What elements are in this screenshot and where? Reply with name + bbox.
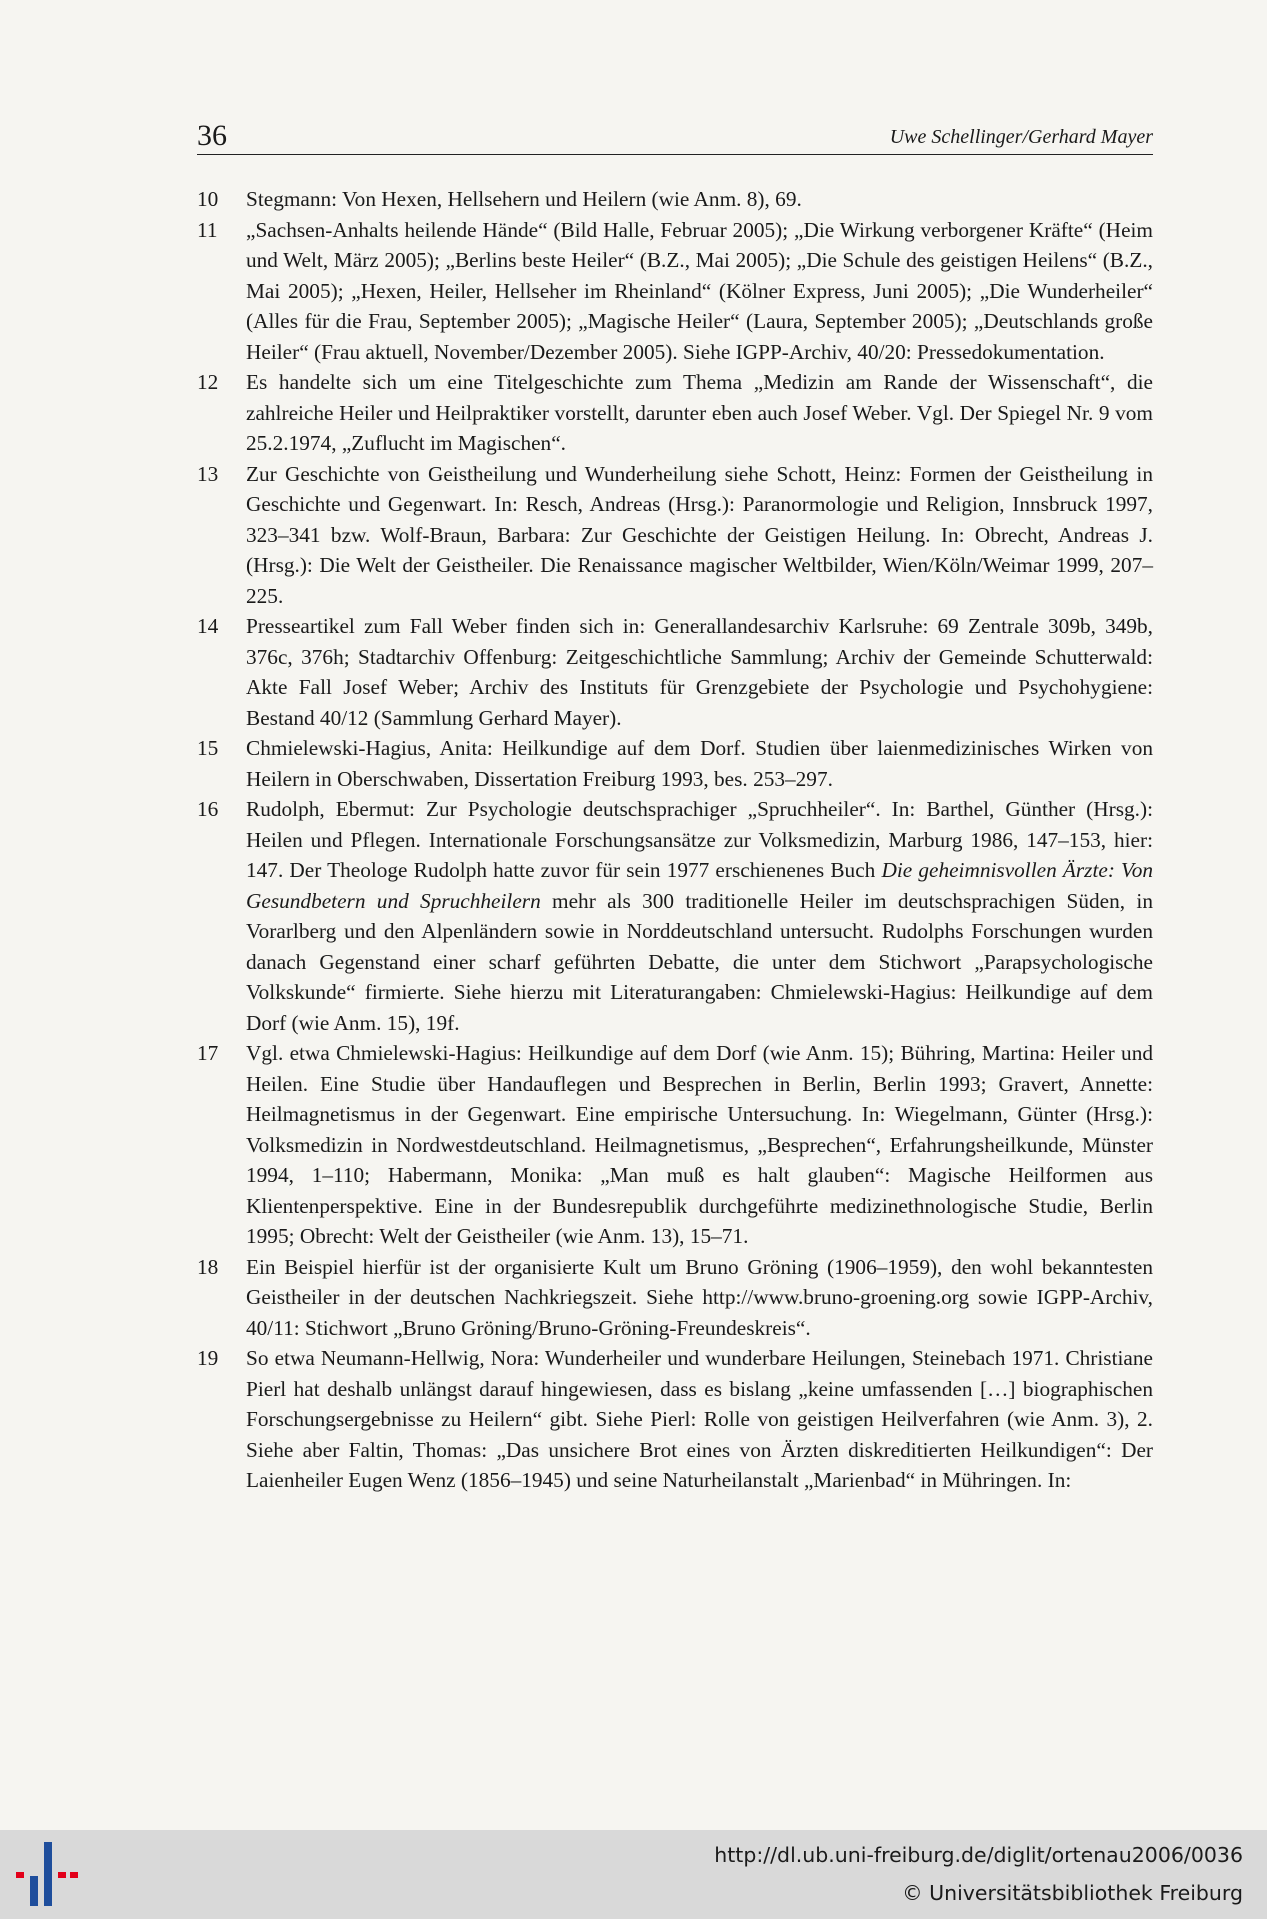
library-footer [0,1830,1267,1919]
footnote [197,794,1153,1038]
footnote-number: 13 [197,461,219,486]
footnote [197,733,1153,794]
footnote-text: Ein Beispiel hierfür ist der organisierte Kult um Bruno Gröning (1906–1959), den wohl bekanntesten Geistheiler in der deutschen Nachkriegszeit. Siehe http://www.bruno-groening.org sowie IGPP-Archiv, 40/11: Stichwort „Bruno Gröning/Bruno-Gröning-Freundeskreis“. [246,1254,1153,1340]
footnote-number: 15 [197,736,219,760]
ub-freiburg-logo-icon [14,1842,80,1908]
copyright-notice: © Universitätsbibliothek Freiburg [902,1881,1243,1905]
footnote-number: 10 [197,187,219,211]
footnote-text: Vgl. etwa Chmielewski-Hagius: Heilkundige auf dem Dorf (wie Anm. 15); Bühring, Martina: Heiler und Heilen. Eine Studie über Handauflegen und Besprechen in Berlin, Berlin 1993; Gravert, Annette: Heilmagnetismus in der Gegenwart. Eine empirische Untersuchung. In: Wiegelmann, Günter (Hrsg.): Volksmedizin in Nordwestdeutschland. Heilmagnetismus, „Besprechen“, Erfahrungsheilkunde, Münster 1994, 1–110; Habermann, Monika: „Man muß es halt glauben“: Magische Heilformen aus Klientenperspektive. Eine in der Bundesrepublik durchgeführte medizinethnologische Studie, Berlin 1995; Obrecht: Welt der Geistheiler (wie Anm. 13), 15–71. [246,1041,1153,1248]
permalink-url[interactable]: http://dl.ub.uni-freiburg.de/diglit/ortenau2006/0036 [714,1843,1243,1867]
footnote [197,459,1153,612]
footnote-number: 17 [197,1041,219,1065]
footnote-text: Chmielewski-Hagius, Anita: Heilkundige auf dem Dorf. Studien über laienmedizinisches Wirken von Heilern in Oberschwaben, Dissertation Freiburg 1993, bes. 253–297. [246,736,1153,791]
footnote-text: So etwa Neumann-Hellwig, Nora: Wunderheiler und wunderbare Heilungen, Steinebach 1971. Christiane Pierl hat deshalb unlängst darauf hingewiesen, dass es bislang „keine umfassenden […] biographischen Forschungsergebnisse zu Heilern“ gibt. Siehe Pierl: Rolle von geistigen Heilverfahren (wie Anm. 3), 2. Siehe aber Faltin, Thomas: „Das unsichere Brot eines von Ärzten diskreditierten Heilkundigen“: Der Laienheiler Eugen Wenz (1856–1945) und seine Naturheilanstalt „Marienbad“ in Mühringen. In: [246,1346,1153,1492]
footnote-number: 11 [197,217,218,242]
footnote-text: Presseartikel zum Fall Weber finden sich in: Generallandesarchiv Karlsruhe: 69 Zentrale 309b, 349b, 376c, 376h; Stadtarchiv Offenburg: Zeitgeschichtliche Sammlung; Archiv der Gemeinde Schutterwald: Akte Fall Josef Weber; Archiv des Instituts für Grenzgebiete der Psychologie und Psychohygiene: Bestand 40/12 (Sammlung Gerhard Mayer). [246,614,1153,730]
footnote-number: 19 [197,1346,219,1370]
running-head: Uwe Schellinger/Gerhard Mayer [889,126,1153,148]
footnote-text: Zur Geschichte von Geistheilung und Wunderheilung siehe Schott, Heinz: Formen der Geistheilung in Geschichte und Gegenwart. In: Resch, Andreas (Hrsg.): Paranormologie und Religion, Innsbruck 1997, 323–341 bzw. Wolf-Braun, Barbara: Zur Geschichte der Geistigen Heilung. In: Obrecht, Andreas J. (Hrsg.): Die Welt der Geistheiler. Die Renaissance magischer Weltbilder, Wien/Köln/Weimar 1999, 207–225. [246,461,1153,608]
footnote-number: 12 [197,370,219,394]
footnote [197,1252,1153,1344]
page-header [197,118,1153,155]
book-title: Die geheimnisvollen Ärzte: Von Gesundbetern und Spruchheilern [246,858,1153,913]
footnote-text-part: Rudolph, Ebermut: Zur Psychologie deutschsprachiger „Spruchheiler“. In: Barthel, Günther (Hrsg.): Heilen und Pflegen. Internationale Forschungsansätze zur Volksmedizin, Marburg 1986, 147–153, hier: 147. Der Theologe Rudolph hatte zuvor für sein 1977 erschienenes Buch [246,797,1153,882]
footnote-text: Es handelte sich um eine Titelgeschichte zum Thema „Medizin am Rande der Wissenschaft“, die zahlreiche Heiler und Heilpraktiker vorstellt, darunter eben auch Josef Weber. Vgl. Der Spiegel Nr. 9 vom 25.2.1974, „Zuflucht im Magischen“. [246,370,1153,455]
footnote [197,1343,1153,1496]
page-number: 36 [197,119,227,152]
footnote-text-part: mehr als 300 traditionelle Heiler im deutschsprachigen Süden, in Vorarlberg und den Alpenländern sowie in Norddeutschland untersucht. Rudolphs Forschungen wurden danach Gegenstand einer scharf geführten Debatte, die unter dem Stichwort „Parapsychologische Volkskunde“ firmierte. Siehe hierzu mit Literaturangaben: Chmielewski-Hagius: Heilkundige auf dem Dorf (wie Anm. 15), 19f. [246,888,1153,1035]
footnote-number: 16 [197,797,219,821]
footnote [197,184,1153,215]
footnotes [197,184,1153,1496]
footnote [197,611,1153,733]
footnote-number: 14 [197,614,219,638]
footnote [197,215,1153,368]
footnote-text: „Sachsen-Anhalts heilende Hände“ (Bild Halle, Februar 2005); „Die Wirkung verborgener Kräfte“ (Heim und Welt, März 2005); „Berlins beste Heiler“ (B.Z., Mai 2005); „Die Schule des geistigen Heilens“ (B.Z., Mai 2005); „Hexen, Heiler, Hellseher im Rheinland“ (Kölner Express, Juni 2005); „Die Wunderheiler“ (Alles für die Frau, September 2005); „Magische Heiler“ (Laura, September 2005); „Deutschlands große Heiler“ (Frau aktuell, November/Dezember 2005). Siehe IGPP-Archiv, 40/20: Pressedokumentation. [246,217,1153,364]
footnote-number: 18 [197,1254,219,1279]
footnote-text [246,797,1153,1035]
footnote [197,367,1153,459]
footnote [197,1038,1153,1252]
footnote-text: Stegmann: Von Hexen, Hellsehern und Heilern (wie Anm. 8), 69. [246,187,802,211]
